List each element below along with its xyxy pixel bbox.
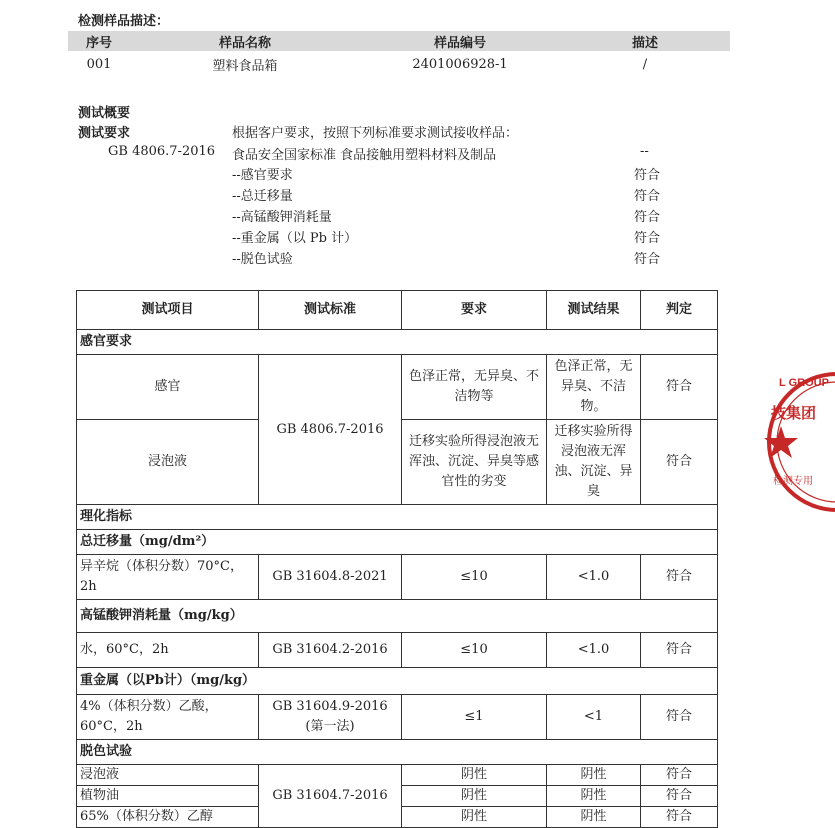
requirement-item-label: --高锰酸钾消耗量 <box>232 210 332 225</box>
requirement: 迁移实验所得浸泡液无浑浊、沉淀、异臭等感官性的劣变 <box>402 420 547 505</box>
requirement: 色泽正常，无异臭、不洁物等 <box>402 355 547 420</box>
sample-desc-table <box>68 31 730 77</box>
verdict: 符合 <box>641 555 718 600</box>
table-row <box>77 633 718 668</box>
verdict: 符合 <box>641 807 718 828</box>
col-sample-name: 样品名称 <box>130 31 360 51</box>
section-row <box>77 505 718 530</box>
section-kmno4: 高锰酸钾消耗量（mg/kg） <box>77 600 718 633</box>
section-sensory: 感官要求 <box>77 330 718 355</box>
seal-middle-text: 技集团 <box>771 404 817 422</box>
table-row <box>77 355 718 420</box>
verdict: 符合 <box>641 633 718 668</box>
requirement: ≤1 <box>402 695 547 740</box>
seal-top-text: L GROUP <box>779 377 829 389</box>
requirement: 阴性 <box>402 765 547 786</box>
test-item: 感官 <box>77 355 259 420</box>
test-standard <box>259 695 402 740</box>
sample-desc-heading: 检测样品描述： <box>78 14 170 29</box>
requirement-item-result: 符合 <box>634 231 661 246</box>
requirement: 阴性 <box>402 807 547 828</box>
test-item: 浸泡液 <box>77 765 259 786</box>
test-result: <1.0 <box>547 555 641 600</box>
header-test-standard: 测试标准 <box>259 291 402 330</box>
verdict: 符合 <box>641 765 718 786</box>
requirement-item-label: --总迁移量 <box>232 189 293 204</box>
verdict: 符合 <box>641 695 718 740</box>
seal-bottom-text: 检测专用 <box>773 476 813 487</box>
col-serial: 序号 <box>68 31 130 51</box>
requirement: 阴性 <box>402 786 547 807</box>
requirement: ≤10 <box>402 633 547 668</box>
test-result: 阴性 <box>547 786 641 807</box>
test-item: 植物油 <box>77 786 259 807</box>
header-verdict: 判定 <box>641 291 718 330</box>
requirement-item-result: 符合 <box>634 168 661 183</box>
verdict: 符合 <box>641 420 718 505</box>
sample-desc-header-row <box>68 31 730 51</box>
header-test-result: 测试结果 <box>547 291 641 330</box>
section-total-migration: 总迁移量（mg/dm²） <box>77 530 718 555</box>
section-row <box>77 600 718 633</box>
test-requirement-label: 测试要求 <box>78 126 131 141</box>
test-item: 4%（体积分数）乙酸，60°C，2h <box>77 695 259 740</box>
section-physchem: 理化指标 <box>77 505 718 530</box>
requirement-intro: 根据客户要求，按照下列标准要求测试接收样品： <box>232 126 519 141</box>
results-header-row <box>77 291 718 330</box>
test-standard: GB 31604.7-2016 <box>259 765 402 828</box>
test-item: 水，60°C，2h <box>77 633 259 668</box>
section-row <box>77 668 718 695</box>
requirement-standard-result: -- <box>640 144 649 159</box>
section-heavy-metal: 重金属（以Pb计）（mg/kg） <box>77 668 718 695</box>
requirement: ≤10 <box>402 555 547 600</box>
verdict: 符合 <box>641 355 718 420</box>
test-result: 迁移实验所得浸泡液无浑浊、沉淀、异臭 <box>547 420 641 505</box>
table-row <box>77 695 718 740</box>
requirement-item-label: --脱色试验 <box>232 252 293 267</box>
header-test-item: 测试项目 <box>77 291 259 330</box>
sample-description: / <box>642 56 648 72</box>
sample-serial: 001 <box>86 56 112 72</box>
section-row <box>77 740 718 765</box>
test-item: 65%（体积分数）乙醇 <box>77 807 259 828</box>
requirement-standard-desc: 食品安全国家标准 食品接触用塑料材料及制品 <box>232 148 497 163</box>
requirement-item-label: --感官要求 <box>232 168 293 183</box>
section-decolor: 脱色试验 <box>77 740 718 765</box>
section-row <box>77 330 718 355</box>
test-result: <1.0 <box>547 633 641 668</box>
test-standard: GB 4806.7-2016 <box>259 355 402 505</box>
sample-number: 2401006928-1 <box>412 56 508 72</box>
standard-code: GB 31604.9-2016 <box>272 699 388 714</box>
test-result: <1 <box>547 695 641 740</box>
table-row <box>77 555 718 600</box>
test-standard: GB 31604.2-2016 <box>259 633 402 668</box>
overview-heading: 测试概要 <box>78 106 131 121</box>
test-item: 浸泡液 <box>77 420 259 505</box>
header-requirement: 要求 <box>402 291 547 330</box>
sample-name: 塑料食品箱 <box>212 58 278 74</box>
sample-desc-row <box>68 51 730 77</box>
requirement-item-result: 符合 <box>634 252 661 267</box>
section-row <box>77 530 718 555</box>
results-table <box>76 290 718 828</box>
test-result: 色泽正常，无异臭、不洁物。 <box>547 355 641 420</box>
requirement-item-result: 符合 <box>634 189 661 204</box>
table-row <box>77 765 718 786</box>
verdict: 符合 <box>641 786 718 807</box>
requirement-item-result: 符合 <box>634 210 661 225</box>
standard-note: (第一法) <box>305 719 355 734</box>
col-description: 描述 <box>560 31 730 51</box>
company-seal-stamp <box>765 352 835 532</box>
test-result: 阴性 <box>547 807 641 828</box>
test-result: 阴性 <box>547 765 641 786</box>
test-standard: GB 31604.8-2021 <box>259 555 402 600</box>
requirement-standard: GB 4806.7-2016 <box>108 144 216 159</box>
col-sample-no: 样品编号 <box>360 31 560 51</box>
test-item: 异辛烷（体积分数）70°C，2h <box>77 555 259 600</box>
requirement-item-label: --重金属（以 Pb 计） <box>232 231 358 246</box>
